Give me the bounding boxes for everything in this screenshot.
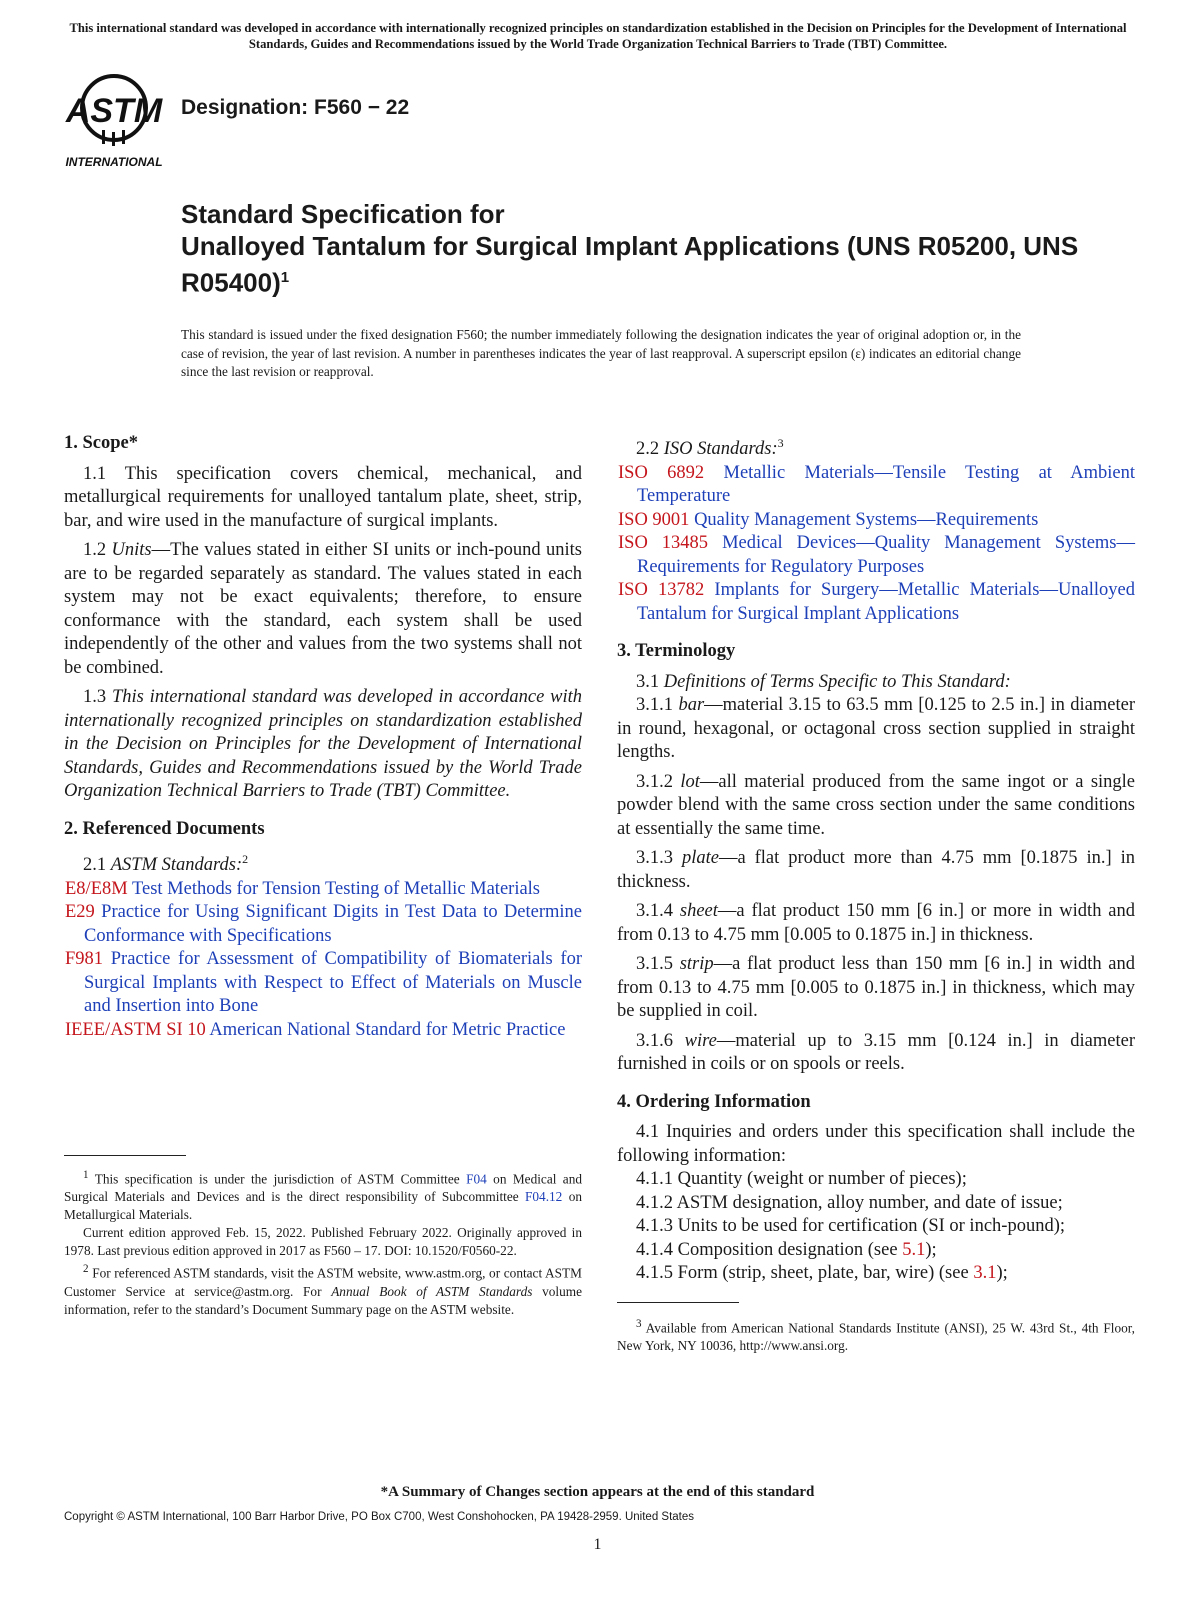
- para-3-1: 3.1 Definitions of Terms Specific to This Standard:: [636, 671, 1011, 692]
- para-2-2: 2.2 ISO Standards:$^3$: [636, 436, 784, 460]
- section-4-heading: 4. Ordering Information: [617, 1091, 811, 1112]
- title-line-1: Standard Specification for: [181, 199, 505, 229]
- term-plate: 3.1.3 plate—a flat product more than 4.75 mm [0.1875 in.] in thickness.: [617, 848, 1135, 892]
- order-item: 4.1.1 Quantity (weight or number of pieces);: [636, 1169, 967, 1190]
- iso-ref-item[interactable]: ISO 9001 Quality Management Systems—Requirements: [618, 509, 1039, 530]
- ref-item[interactable]: F981 Practice for Assessment of Compatibility of Biomaterials for Surgical Implants with Respect to Effect of Materials on Muscle and Insertion into Bone: [65, 949, 582, 1017]
- summary-of-changes-note: *A Summary of Changes section appears at the end of this standard: [380, 1484, 815, 1500]
- link-f04-12[interactable]: F04.12: [525, 1189, 563, 1205]
- svg-text:INTERNATIONAL: INTERNATIONAL: [65, 155, 163, 169]
- title-footnote-ref[interactable]: 1: [280, 269, 290, 286]
- iso-ref-item[interactable]: ISO 6892 Metallic Materials—Tensile Testing at Ambient Temperature: [618, 462, 1136, 507]
- order-item: 4.1.3 Units to be used for certification (SI or inch-pound);: [636, 1216, 1065, 1237]
- ref-item[interactable]: E29 Practice for Using Significant Digits in Test Data to Determine Conformance with Specifications: [65, 902, 582, 946]
- term-strip: 3.1.5 strip—a flat product less than 150 mm [6 in.] in width and from 0.13 to 4.75 mm [0.005 to 0.1875 in.] in thickness, which may be supplied in coil.: [617, 954, 1135, 1022]
- issuance-note: This standard is issued under the fixed designation F560; the number immediately following the designation indicates the year of original adoption or, in the case of revision, the year of last revision. A number in parentheses indicates the year of last reapproval. A superscript epsilon (ε) indicates an editorial change since the last revision or reapproval.: [181, 327, 1021, 379]
- svg-text:ASTM: ASTM: [65, 92, 163, 130]
- para-1-1: 1.1 This specification covers chemical, mechanical, and metallurgical requirements for unalloyed tantalum plate, sheet, strip, bar, and wire used in the manufacture of surgical implants.: [64, 463, 582, 531]
- footnotes-right: [617, 1315, 1135, 1355]
- para-4-1: 4.1 Inquiries and orders under this specification shall include the following information:: [617, 1122, 1135, 1166]
- ref-item[interactable]: E8/E8M Test Methods for Tension Testing of Metallic Materials: [65, 878, 541, 899]
- right-column: [617, 432, 1135, 1286]
- designation: Designation: F560 − 22: [181, 96, 410, 119]
- para-2-1: 2.1 ASTM Standards:$^2$: [83, 852, 249, 876]
- document-title: [181, 198, 1081, 299]
- order-item: 4.1.2 ASTM designation, alloy number, and date of issue;: [636, 1192, 1063, 1213]
- footnote-1-edition: Current edition approved Feb. 15, 2022. Published February 2022. Originally approved in 1978. Last previous edition approved in 2017 as F560 – 17. DOI: 10.1520/F0560-22.: [64, 1225, 582, 1259]
- section-3-heading: 3. Terminology: [617, 641, 736, 662]
- left-column: [64, 432, 582, 1042]
- footnote-3: $^3$ Available from American National Standards Institute (ANSI), 25 W. 43rd St., 4th Floor, New York, NY 10036, http://www.ansi.org.: [617, 1318, 1135, 1354]
- astm-logo: [62, 70, 167, 170]
- section-1-heading: 1. Scope*: [64, 433, 138, 453]
- footnote-divider-right: [617, 1302, 739, 1303]
- footnote-2: $^2$ For referenced ASTM standards, visit the ASTM website, www.astm.org, or contact ASTM Customer Service at service@astm.org. For Annual Book of ASTM Standards volume information, refer to the standard’s Document Summary page on the ASTM website.: [64, 1263, 582, 1317]
- link-5-1[interactable]: 5.1: [902, 1239, 926, 1260]
- page-number: 1: [593, 1536, 602, 1553]
- term-bar: 3.1.1 bar—material 3.15 to 63.5 mm [0.125 to 2.5 in.] in diameter in round, hexagonal, or octagonal cross section supplied in straight lengths.: [617, 695, 1136, 763]
- ref-item[interactable]: IEEE/ASTM SI 10 American National Standard for Metric Practice: [65, 1019, 566, 1040]
- term-sheet: 3.1.4 sheet—a flat product 150 mm [6 in.] or more in width and from 0.13 to 4.75 mm [0.005 to 0.1875 in.] in thickness.: [617, 901, 1136, 945]
- term-lot: 3.1.2 lot—all material produced from the same ingot or a single powder blend with the same cross section under the same conditions at essentially the same time.: [617, 771, 1136, 839]
- para-1-3: 1.3 This international standard was developed in accordance with internationally recognized principles on standardization established in the Decision on Principles for the Development of International Standards, Guides and Recommendations issued by the World Trade Organization Technical Barriers to Trade (TBT) Committee.: [64, 687, 583, 801]
- order-item: 4.1.5 Form (strip, sheet, plate, bar, wire) (see 3.1);: [636, 1263, 1008, 1284]
- link-f04[interactable]: F04: [466, 1171, 487, 1187]
- title-line-2: Unalloyed Tantalum for Surgical Implant Applications (UNS R05200, UNS R05400): [181, 231, 1079, 298]
- iso-ref-item[interactable]: ISO 13782 Implants for Surgery—Metallic Materials—Unalloyed Tantalum for Surgical Implant Applications: [618, 580, 1136, 624]
- order-item: 4.1.4 Composition designation (see 5.1);: [636, 1239, 937, 1260]
- footnotes-left: [64, 1166, 582, 1319]
- copyright: Copyright © ASTM International, 100 Barr Harbor Drive, PO Box C700, West Conshohocken, PA 19428-2959. United States: [64, 1511, 695, 1523]
- link-3-1[interactable]: 3.1: [973, 1263, 997, 1284]
- footnote-1: $^1$ This specification is under the jurisdiction of ASTM Committee F04 on Medical and Surgical Materials and Devices and is the direct responsibility of Subcommittee F04.12 on Metallurgical Materials.: [64, 1169, 582, 1223]
- footnote-divider-left: [64, 1155, 186, 1156]
- iso-ref-item[interactable]: ISO 13485 Medical Devices—Quality Management Systems—Requirements for Regulatory Purposes: [618, 533, 1135, 577]
- section-2-heading: 2. Referenced Documents: [64, 818, 265, 839]
- para-1-2: 1.2 Units—The values stated in either SI units or inch-pound units are to be regarded separately as standard. The values stated in each system may not be exact equivalents; therefore, to ensure conformance with the standard, each system shall be used independently of the other and values from the two systems shall not be combined.: [64, 540, 583, 678]
- wto-notice: This international standard was developed in accordance with internationally recognized principles on standardization established in the Decision on Principles for the Development of International Standards, Guides and Recommendations issued by the World Trade Organization Technical Barriers to Trade (TBT) Committee.: [69, 21, 1127, 51]
- term-wire: 3.1.6 wire—material up to 3.15 mm [0.124 in.] in diameter furnished in coils or on spools or reels.: [617, 1030, 1136, 1075]
